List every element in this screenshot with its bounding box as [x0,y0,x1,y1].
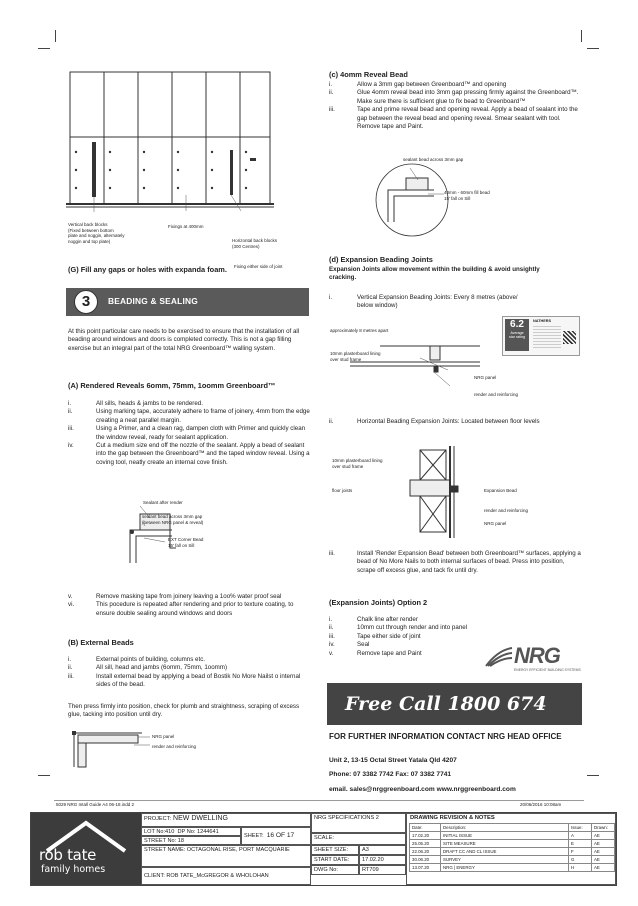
fig-label-sealant: Sealant after render [143,500,183,505]
list-item: iv. Cut a medium size end off the nozzle of the sealant. Apply a bead of sealant into the gap between the Greenboard™ and the taped window reveal. Using a coving tool, neatly create an internal cove finish. [68,442,310,466]
fig-label-horizontal: Horizontal back blocks (300 Centres) [232,238,278,249]
list-item: iv. Seal [329,641,370,649]
list-item: iii. Install external bead by applying a bead of Bostik No More Nailst o internal sides of the bead. [68,672,301,689]
street-no-cell: STREET No: 18 [141,836,241,845]
nrg-logo [484,643,581,676]
fig-label-corner: EXT Corner Bead 15' fall on Sill [168,537,204,548]
revision-panel [406,813,616,885]
crop-mark [581,30,582,42]
spec-cell: NRG SPECIFICATIONS 2 [311,813,406,833]
d-item-3: iii. Install 'Render Expansion Bead' between both Greenboard™ surfaces, applying a bead of No More Nails to both internal surfaces of bead. Press into position, scrape off excess glue, and tack fix until dry. [329,550,581,574]
fig-d2-label-floor: floor joists [332,488,353,493]
qr-code-icon [563,331,576,344]
fig-d2-label-panel: NRG panel [484,521,507,526]
nathers-badge [502,316,580,356]
section-title: BEADING & SEALING [108,296,198,306]
list-item: ii. 10mm cut through render and into panel [329,624,468,632]
lot-cell: LOT No:410 DP No: 1244641 [141,827,241,836]
list-item: i. All sills, heads & jambs to be rendered. [68,400,203,407]
intro-paragraph: At this point particular care needs to be exercised to ensure that the installation of all beading around windows and doors is completed correctly. This is not a gap filling exercise but an integral part of the total NRG Greenboard™ walling system. [68,328,300,352]
contact-heading: FOR FURTHER INFORMATION CONTACT NRG HEAD OFFICE [329,732,562,741]
external-bead-diagram [68,729,158,769]
dwg-label: DWG No: [311,865,359,875]
fig-label-fixings: Fixings at 400mm [168,224,204,229]
b-paragraph: Then press firmly into position, check for plumb and straightness, scraping of excess glue, tacking into position until dry. [68,703,300,719]
d-item-1: i. Vertical Expansion Beading Joints: Every 8 metres (above/ below window) [329,294,518,310]
logo-text: NRG [514,643,560,668]
list-item: ii. All sill, head and jambs (6omm, 75mm, 1oomm) [68,664,228,672]
sheet-size-value: A3 [359,845,406,855]
sheet-cell: SHEET: 16 OF 17 [241,827,311,845]
table-row: 30.06.20 SURVEY G AE [410,856,615,864]
star-rating-box [505,319,529,351]
fig-label-blocks: Vertical back blocks (Fixed between bottom plate and noggin, alternately noggin and top plate) [68,222,125,244]
client-cell: CLIENT: ROB TATE_McGREGOR & WHOLOHAN [141,867,311,885]
brand-panel [31,813,141,885]
list-item: ii. Glue 4omm reveal bead into 3mm gap pressing firmly against the Greenboard™. Make sure there is sufficient glue to fix bead to Greenboard™ [329,89,579,105]
section-number: 3 [74,290,98,314]
start-date-label: START DATE: [311,855,359,865]
fig-d1-label-lining: 10mm plasterboard lining over stud frame [330,351,381,362]
crop-mark [587,48,599,49]
start-date-value: 17.02.20 [359,855,406,865]
phone-fax: Phone: 07 3382 7742 Fax: 07 3382 7741 [329,771,452,778]
fig-d1-label-apart: approximately 8 metres apart [330,328,389,333]
reveal-detail-diagram [110,498,220,568]
d-subheading: Expansion Joints allow movement within the building & avoid unsightly cracking. [329,266,540,282]
list-item: iii. Tape and prime reveal bead and opening reveal. Apply a bead of sealant into the gap between the reveal bead and opening reveal. Smear sealant with tool. Remove tape and Paint. [329,106,578,131]
list-item: v. Remove masking tape from joinery leaving a 1oo% water proof seal [68,593,282,600]
crop-mark [587,775,599,776]
free-call-banner: Free Call 1800 674 001 [327,683,582,725]
g-heading: (G) Fill any gaps or holes with expanda foam. [68,265,227,274]
star-rating-label: Average star rating [509,331,525,339]
b-list [68,656,310,690]
revision-title: DRAWING REVISION & NOTES [410,815,495,821]
address: Unit 2, 13-15 Octal Street Yatala Qld 4207 [329,757,457,764]
nrg-swoosh-icon [484,646,514,668]
fig-d1-label-panel: NRG panel [474,375,497,380]
logo-tagline: ENERGY EFFICIENT BUILDING SYSTEMS [514,668,581,672]
fig-d2-label-bead: Expansion Bead [484,488,517,493]
brand-name: rob tate [39,846,97,864]
table-row: 22.06.20 DRAFT CC AND CL ISSUE F AE [410,848,615,856]
table-row: 25.05.20 SITE MEASURE E AE [410,840,615,848]
d-item-2: ii. Horizontal Beading Expansion Joints: Located between floor levels [329,418,540,425]
list-item: i. External points of building, columns etc. [68,656,206,663]
section-3-banner [66,288,309,316]
slug-right: 20/06/2016 10:08am [520,802,562,807]
street-name-cell: STREET NAME: OCTAGONAL RISE, PORT MACQUARIE [141,845,311,867]
list-item: v. Remove tape and Paint [329,649,422,657]
fig-label-bead: sealant bead across 3mm gap (between NRG panel & reveal) [142,514,204,525]
vertical-joint-diagram [330,338,490,404]
crop-mark [38,48,50,49]
list-item: iii. Tape either side of joint [329,632,421,640]
fig-label-render: render and reinforcing [152,744,197,749]
table-row: 17.02.20 INITIAL ISSUE A AE [410,832,615,840]
title-block [30,812,617,886]
fig-label-fixing-either: Fixing either side of joint [234,264,283,269]
star-rating: 6.2 [510,319,524,330]
wall-framing-diagram [66,70,276,215]
d-heading: (d) Expansion Beading Joints [329,255,433,264]
project-cell: PROJECT: NEW DWELLING [141,813,311,827]
b-heading: (B) External Beads [68,638,134,647]
table-header-row: Date: Description: Issue: Drawn: [410,824,615,832]
fig-c-label-fill: 40mm - 60mm fill bead 15' fall on Sill [444,190,490,201]
scale-cell: SCALE: [311,833,406,845]
crop-mark [38,775,50,776]
c-heading: (c) 4omm Reveal Bead [329,70,408,79]
list-item: vi. This pocedure is repeated after rendering and prior to texture coating, to ensure double sealing around windows and doors [68,601,294,617]
crop-mark [55,30,56,42]
fig-d1-label-render: render and reinforcing [474,392,519,397]
list-item: ii. Using marking tape, accurately adhere to frame of joinery, 4mm from the edge creating a neat parallel margin. [68,408,310,424]
fig-d2-label-lining: 10mm plasterboard lining over stud frame [332,458,383,469]
dwg-value: RT709 [359,865,406,875]
revision-table [409,823,615,872]
table-row: 13.07.20 NRG | ENERGY H AE [410,864,615,872]
fig-label-panel: NRG panel [152,734,175,739]
brand-tagline: family homes [41,864,106,875]
a-list [68,400,310,467]
fig-d2-label-render: render and reinforcing [484,508,529,513]
slug-line [54,800,584,801]
option-heading: (Expansion Joints) Option 2 [329,598,428,607]
badge-text-lines [533,326,561,348]
a-list-2 [68,593,310,618]
email-web: email. sales@nrggreenboard.com www.nrggreenboard.com [329,786,516,793]
badge-title: NATHERS [533,319,552,323]
a-heading: (A) Rendered Reveals 6omm, 75mm, 1oomm Greenboard™ [68,381,276,390]
list-item: i. Chalk line after render [329,616,418,623]
c-list [329,81,581,131]
fig-c-label-sealant: sealant bead across 3mm gap [403,157,464,162]
list-item: iii. Using a Primer, and a clean rag, dampen cloth with Primer and quickly clean the window reveal, ready for sealant application. [68,425,306,441]
slug-left: 5029 NRG Intall Guide A4 06-18.indd 2 [56,802,135,807]
list-item: i. Allow a 3mm gap between Greenboard™ and opening [329,81,507,88]
sheet-size-label: SHEET SIZE: [311,845,359,855]
